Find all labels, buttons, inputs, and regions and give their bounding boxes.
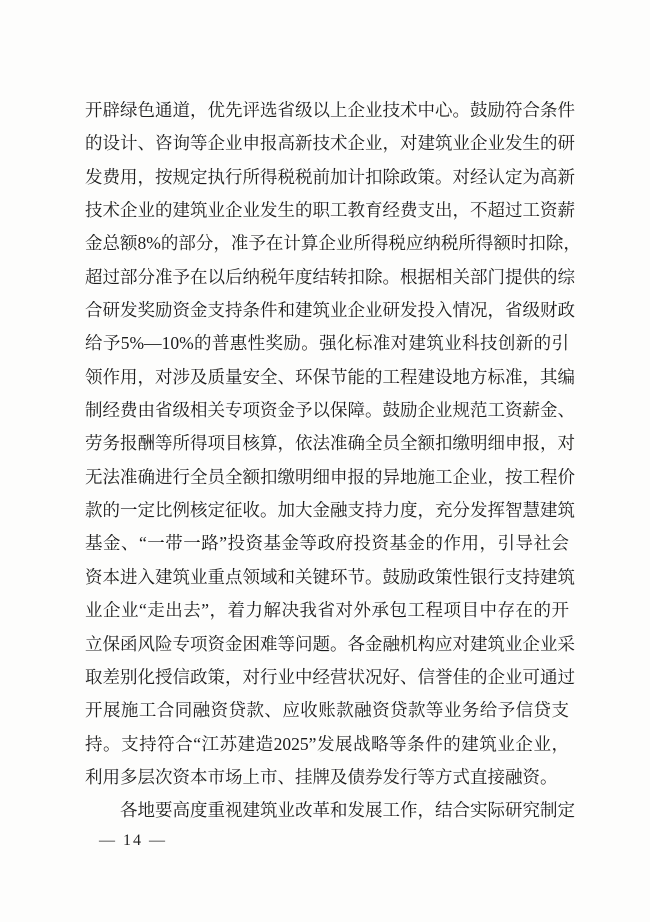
text-line: 基金、“一带一路”投资基金等政府投资基金的作用，引导社会	[85, 533, 569, 554]
text-line: 给予5%—10%的普惠性奖励。强化标准对建筑业科技创新的引	[85, 333, 569, 354]
text-line: 立保函风险专项资金困难等问题。各金融机构应对建筑业企业采	[85, 633, 575, 654]
text-line: 无法准确进行全员全额扣缴明细申报的异地施工企业，按工程价	[85, 466, 575, 487]
text-line: 款的一定比例核定征收。加大金融支持力度，充分发挥智慧建筑	[85, 500, 575, 521]
text-line: 劳务报酬等所得项目核算，依法准确全员全额扣缴明细申报，对	[85, 433, 575, 454]
text-line: 超过部分准予在以后纳税年度结转扣除。根据相关部门提供的综	[85, 266, 575, 287]
text-line-new-paragraph: 各地要高度重视建筑业改革和发展工作，结合实际研究制定	[120, 800, 575, 821]
text-line: 合研发奖励资金支持条件和建筑业企业研发投入情况，省级财政	[85, 300, 575, 321]
text-line: 技术企业的建筑业企业发生的职工教育经费支出，不超过工资薪	[85, 200, 575, 221]
text-line: 金总额8%的部分，准予在计算企业所得税应纳税所得额时扣除，	[85, 233, 581, 254]
text-line: 取差别化授信政策，对行业中经营状况好、信誉佳的企业可通过	[85, 666, 575, 687]
page-number: — 14 —	[99, 832, 167, 849]
text-line: 领作用，对涉及质量安全、环保节能的工程建设地方标准，其编	[85, 366, 575, 387]
text-line: 持。支持符合“江苏建造2025”发展战略等条件的建筑业企业，	[85, 733, 569, 754]
text-line: 业企业“走出去”，着力解决我省对外承包工程项目中存在的开	[85, 600, 569, 621]
text-line-paragraph-end: 利用多层次资本市场上市、挂牌及债券发行等方式直接融资。	[85, 766, 558, 787]
text-line: 的设计、咨询等企业申报高新技术企业，对建筑业企业发生的研	[85, 133, 575, 154]
text-line: 发费用，按规定执行所得税税前加计扣除政策。对经认定为高新	[85, 166, 575, 187]
text-line: 资本进入建筑业重点领域和关键环节。鼓励政策性银行支持建筑	[85, 566, 575, 587]
text-line: 开展施工合同融资贷款、应收账款融资贷款等业务给予信贷支	[85, 700, 569, 721]
text-line: 制经费由省级相关专项资金予以保障。鼓励企业规范工资薪金、	[85, 400, 575, 421]
body-text	[85, 94, 581, 828]
text-line: 开辟绿色通道，优先评选省级以上企业技术中心。鼓励符合条件	[85, 100, 575, 120]
